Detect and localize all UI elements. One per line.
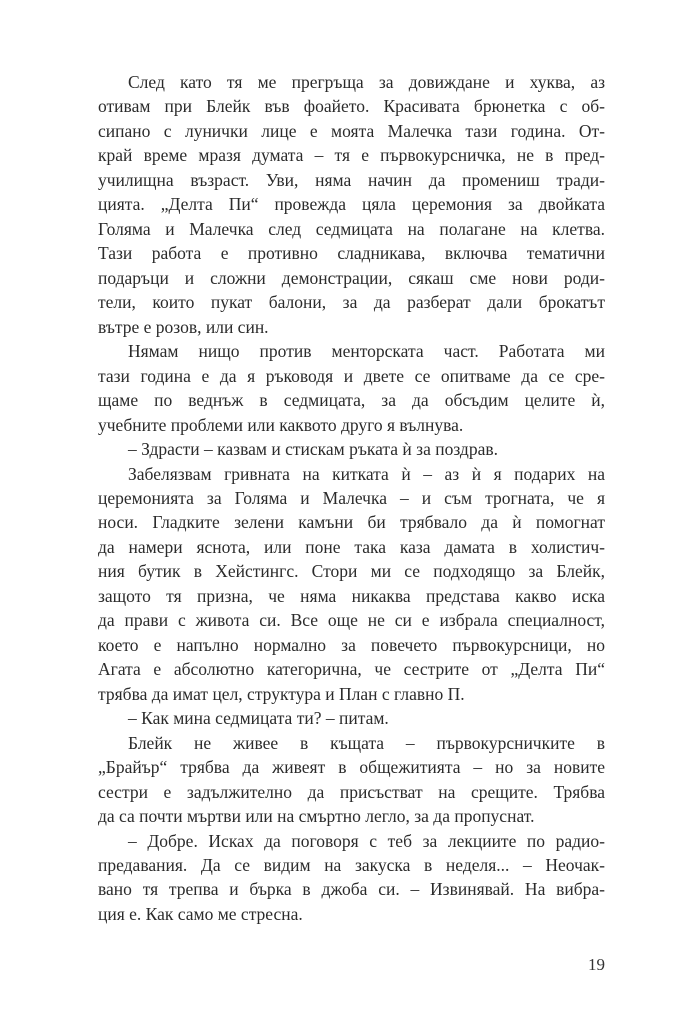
text-line: учебните проблеми или каквото друго я вълнува. [98, 414, 464, 435]
text-line: сестри е задължително да присъстват на срещите. Трябва [98, 781, 605, 802]
text-line: ция е. Как само ме стресна. [98, 903, 303, 924]
paragraph [98, 339, 605, 437]
text-line: да са почти мъртви или на смъртно легло, за да пропуснат. [98, 806, 535, 827]
text-line: да прави с живота си. Все още не си е избрала специалност, [98, 610, 605, 631]
text-line: – Добре. Исках да поговоря с теб за лекциите по радио- [128, 830, 605, 851]
text-line: трябва да имат цел, структура и План с главно П. [98, 683, 465, 704]
text-line: Забелязвам гривната на китката ѝ – аз ѝ я подарих на [128, 463, 605, 484]
text-line: тели, които пукат балони, за да разберат дали брокатът [98, 292, 605, 313]
text-line: носи. Гладките зелени камъни би трябвало да ѝ помогнат [98, 512, 605, 533]
page-number: 19 [588, 955, 605, 974]
paragraph [98, 829, 605, 927]
text-line: Голяма и Малечка след седмицата на полагане на клетва. [98, 218, 605, 239]
text-line: вътре е розов, или син. [98, 316, 269, 337]
text-line: цията. „Делта Пи“ провежда цяла церемония за двойката [98, 194, 605, 215]
text-line: тази година е да я ръководя и двете се опитваме да се сре- [98, 365, 605, 386]
paragraph [98, 706, 605, 730]
text-line: сипано с лунички лице е моята Малечка тази година. От- [98, 120, 605, 141]
text-line: церемонията за Голяма и Малечка – и съм трогната, че я [98, 487, 605, 508]
paragraph [98, 462, 605, 707]
text-line: – Здрасти – казвам и стискам ръката ѝ за поздрав. [128, 439, 498, 460]
paragraph [98, 731, 605, 829]
text-line: Нямам нищо против менторската част. Работата ми [128, 341, 605, 362]
text-line: да намери яснота, или поне така каза дамата в холистич- [98, 536, 605, 557]
text-line: Агата е абсолютно категорична, че сестрите от „Делта Пи“ [98, 659, 605, 680]
paragraph [98, 437, 605, 461]
text-line: вано тя трепва и бърка в джоба си. – Извинявай. На вибра- [98, 879, 605, 900]
text-line: край време мразя думата – тя е първокурсничка, не в пред- [98, 145, 605, 166]
text-line: Блейк не живее в къщата – първокурсничките в [128, 732, 605, 753]
text-line: предавания. Да се видим на закуска в неделя... – Неочак- [98, 855, 605, 875]
paragraph [98, 70, 605, 339]
text-line: Тази работа е противно сладникава, включва тематични [98, 243, 605, 264]
body-text [98, 70, 605, 926]
text-line: отивам при Блейк във фоайето. Красивата брюнетка с об- [98, 96, 605, 117]
text-line: подаръци и сложни демонстрации, сякаш сме нови роди- [98, 267, 605, 288]
text-line: „Брайър“ трябва да живеят в общежитията – но за новите [98, 757, 605, 778]
text-line: – Как мина седмицата ти? – питам. [128, 708, 389, 729]
text-line: училищна възраст. Уви, няма начин да промениш тради- [98, 169, 605, 190]
text-line: ния бутик в Хейстингс. Стори ми се подходящо за Блейк, [98, 561, 605, 582]
text-line: защото тя призна, че няма никаква представа какво иска [98, 585, 605, 606]
text-line: което е напълно нормално за повечето първокурсници, но [98, 634, 605, 655]
text-line: След като тя ме прегръща за довиждане и хуква, аз [128, 72, 605, 92]
text-line: щаме по веднъж в седмицата, за да обсъдим целите ѝ, [98, 390, 605, 411]
